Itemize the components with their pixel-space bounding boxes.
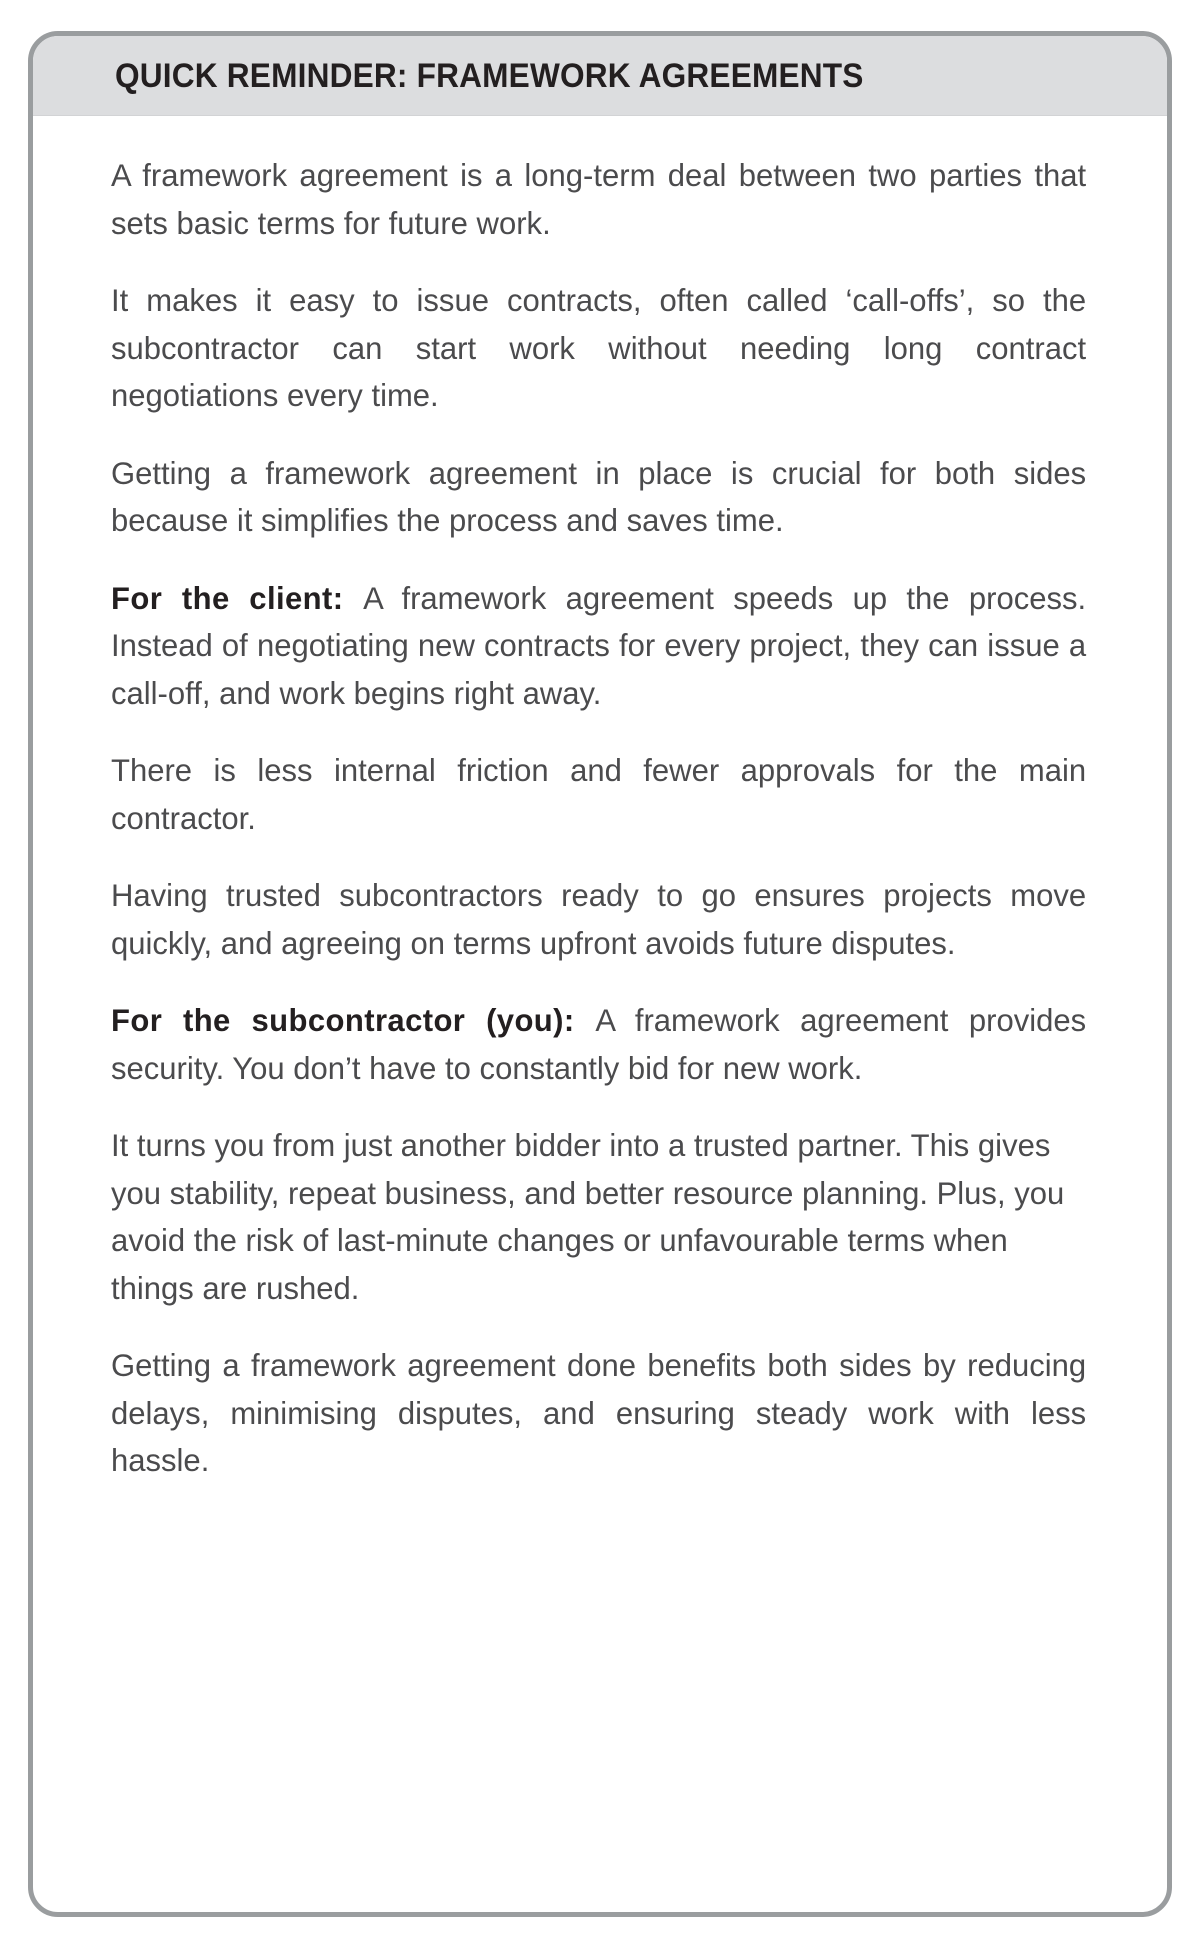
paragraph-8 bbox=[111, 1122, 1086, 1312]
paragraph-subcontractor-lead: For the subcontractor (you): bbox=[111, 1002, 596, 1038]
card-body bbox=[33, 116, 1167, 1485]
paragraph-9-text: Getting a framework agreement done benefits both sides by reducing delays, minimising disputes, and ensuring steady work with less hassle. bbox=[111, 1347, 1087, 1478]
paragraph-5-text: There is less internal friction and fewer approvals for the main contractor. bbox=[111, 752, 1087, 836]
paragraph-6 bbox=[111, 872, 1086, 967]
card-header bbox=[33, 36, 1167, 116]
paragraph-client bbox=[111, 575, 1086, 718]
paragraph-8-text: It turns you from just another bidder into a trusted partner. This gives you stability, repeat business, and better resource planning. Plus, you avoid the risk of last-minute changes or unfavourable terms when things are rushed. bbox=[111, 1127, 1065, 1306]
paragraph-client-lead: For the client: bbox=[111, 579, 364, 616]
paragraph-1 bbox=[111, 152, 1086, 247]
paragraph-3-text: Getting a framework agreement in place is crucial for both sides because it simplifies the process and saves time. bbox=[111, 454, 1087, 538]
paragraph-2 bbox=[111, 277, 1086, 420]
paragraph-client-text: A framework agreement speeds up the process. Instead of negotiating new contracts for every project, they can issue a call-off, and work begins right away. bbox=[111, 579, 1087, 711]
paragraph-9 bbox=[111, 1342, 1086, 1485]
paragraph-3 bbox=[111, 450, 1086, 545]
paragraph-5 bbox=[111, 747, 1086, 842]
reminder-card bbox=[28, 31, 1172, 1917]
card-title: QUICK REMINDER: FRAMEWORK AGREEMENTS bbox=[115, 56, 864, 95]
paragraph-1-text: A framework agreement is a long-term deal between two parties that sets basic terms for future work. bbox=[111, 157, 1087, 241]
paragraph-subcontractor bbox=[111, 997, 1086, 1092]
paragraph-subcontractor-text: A framework agreement provides security. You don’t have to constantly bid for new work. bbox=[111, 1002, 1087, 1086]
paragraph-6-text: Having trusted subcontractors ready to go ensures projects move quickly, and agreeing on terms upfront avoids future disputes. bbox=[111, 877, 1087, 961]
paragraph-2-text: It makes it easy to issue contracts, often called ‘call-offs’, so the subcontractor can start work without needing long contract negotiations every time. bbox=[111, 282, 1087, 413]
